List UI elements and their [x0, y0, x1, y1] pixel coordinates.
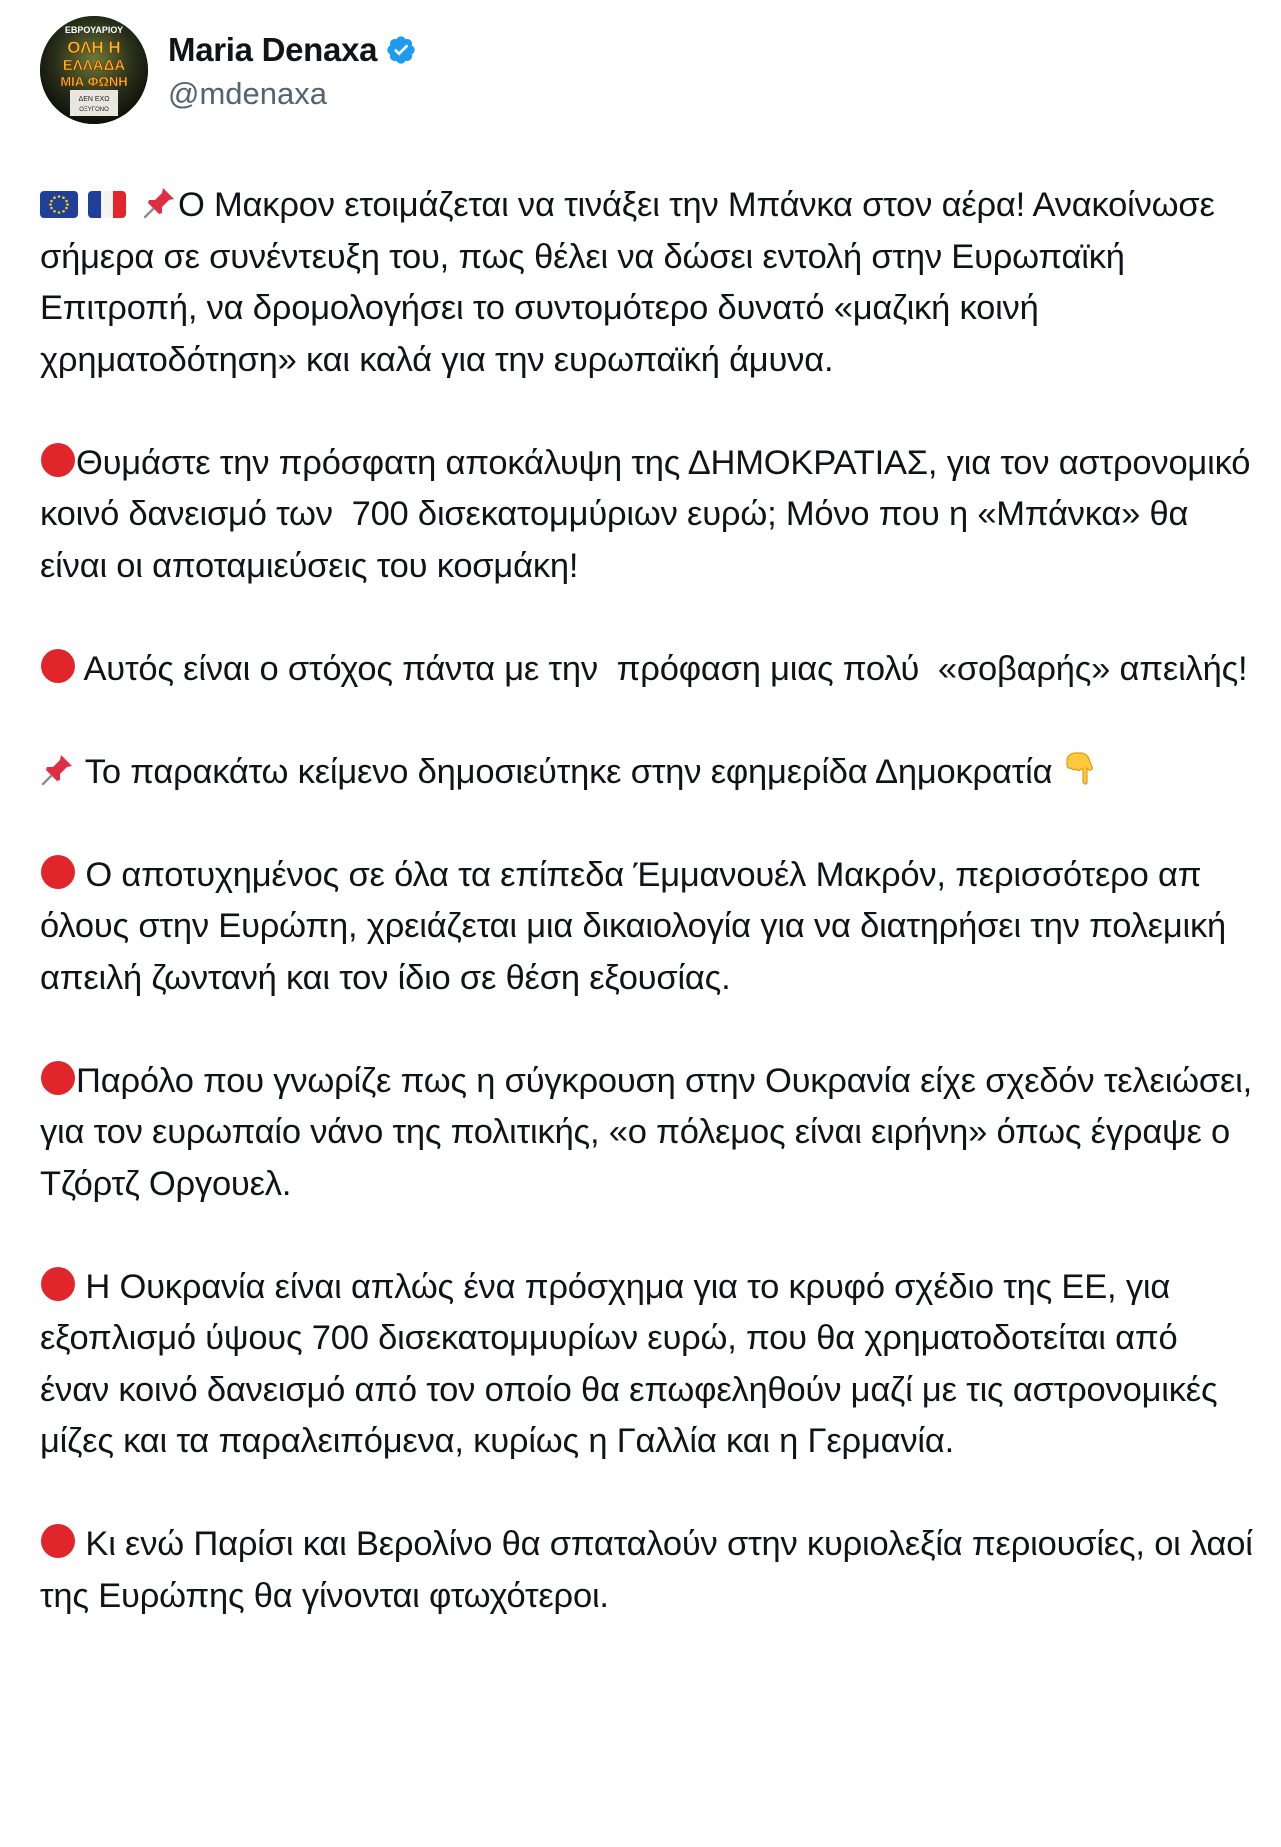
paragraph-6: [40, 1056, 1262, 1211]
paragraph-4-text: Το παρακάτω κείμενο δημοσιεύτηκε στην εφημερίδα Δημοκρατία: [76, 752, 1062, 791]
avatar-text-line3: ΜΙΑ ΦΩΝΗ: [60, 74, 128, 89]
paragraph-3-text: Αυτός είναι ο στόχος πάντα με την πρόφαση μιας πολύ «σοβαρής» απειλής!: [76, 649, 1248, 688]
avatar-text-line2: ΕΛΛΑΔΑ: [62, 57, 126, 74]
red-circle-icon: [40, 442, 76, 478]
avatar[interactable]: [40, 16, 148, 124]
display-name[interactable]: Maria Denaxa: [168, 31, 378, 68]
red-circle-icon: [40, 1266, 76, 1302]
avatar-text-line1: ΟΛΗ Η: [67, 38, 121, 57]
author-info: [168, 28, 417, 112]
paragraph-2-text: Θυμάστε την πρόσφατη αποκάλυψη της ΔΗΜΟΚΡΑΤΙΑΣ, για τον αστρονομικό κοινό δανεισμό των 700 δισεκατομμύριων ευρώ; Μόνο που η «Μπάνκα» θα είναι οι αποταμιεύσεις του κοσμάκη!: [40, 443, 1260, 585]
paragraph-5: [40, 850, 1255, 1005]
red-circle-icon: [40, 1060, 76, 1096]
paragraph-5-text: Ο αποτυχημένος σε όλα τα επίπεδα Έμμανουέλ Μακρόν, περισσότερο απ όλους στην Ευρώπη, χρειάζεται μια δικαιολογία για να διατηρήσει την πολεμική απειλή ζωντανή και τον ίδιο σε θέση εξουσίας.: [40, 855, 1236, 997]
paragraph-1: [40, 180, 1255, 386]
paragraph-3: [40, 644, 1255, 696]
red-circle-icon: [40, 648, 76, 684]
pushpin-icon: [40, 751, 76, 787]
paragraph-1-text: Ο Μακρον ετοιμάζεται να τινάξει την Μπάνκα στον αέρα! Ανακοίνωσε σήμερα σε συνέντευξη του, πως θέλει να δώσει εντολή στην Ευρωπαϊκή Επιτροπή, να δρομολογήσει το συντομότερο δυνατό «μαζική κοινή χρηματοδότηση» και καλά για την ευρωπαϊκή άμυνα.: [40, 186, 1234, 379]
avatar-text-top: ΕΒΡΟΥΑΡΙΟΥ: [64, 25, 124, 35]
verified-badge-icon: [385, 34, 417, 66]
post-text: [40, 180, 1263, 1674]
paragraph-2: [40, 438, 1260, 593]
pointing-down-icon: [1062, 751, 1098, 787]
paragraph-8-text: Κι ενώ Παρίσι και Βερολίνο θα σπαταλούν στην κυριολεξία περιουσίες, οι λαοί της Ευρώπης θα γίνονται φτωχότεροι.: [40, 1525, 1263, 1615]
post-header: [40, 16, 1240, 128]
eu-flag-icon: [40, 191, 78, 218]
paragraph-7: [40, 1262, 1255, 1468]
france-flag-icon: [88, 191, 126, 218]
paragraph-6-text: Παρόλο που γνωρίζε πως η σύγκρουση στην Ουκρανία είχε σχεδόν τελειώσει, για τον ευρωπαίο νάνο της πολιτικής, «ο πόλεμος είναι ειρήνη» όπως έγραψε ο Τζόρτζ Οργουελ.: [40, 1061, 1262, 1203]
avatar-sign-line1: ΔΕΝ ΕΧΩ: [78, 96, 110, 103]
avatar-sign-line2: ΟΞΥΓΟΝΟ: [79, 107, 109, 113]
pushpin-icon: [142, 184, 178, 220]
handle[interactable]: @mdenaxa: [168, 76, 327, 111]
paragraph-4: [40, 747, 1255, 799]
red-circle-icon: [40, 854, 76, 890]
paragraph-7-text: Η Ουκρανία είναι απλώς ένα πρόσχημα για το κρυφό σχέδιο της ΕΕ, για εξοπλισμό ύψους 700 δισεκατομμυρίων ευρώ, που θα χρηματοδοτείται από έναν κοινό δανεισμό από τον οποίο θα επωφεληθούν μαζί με τις αστρονομικές μίζες και τα παραλειπόμενα, κυρίως η Γαλλία και η Γερμανία.: [40, 1267, 1227, 1460]
display-name-row: [168, 28, 417, 72]
avatar-image: [40, 16, 148, 124]
red-circle-icon: [40, 1523, 76, 1559]
paragraph-8: [40, 1519, 1263, 1622]
